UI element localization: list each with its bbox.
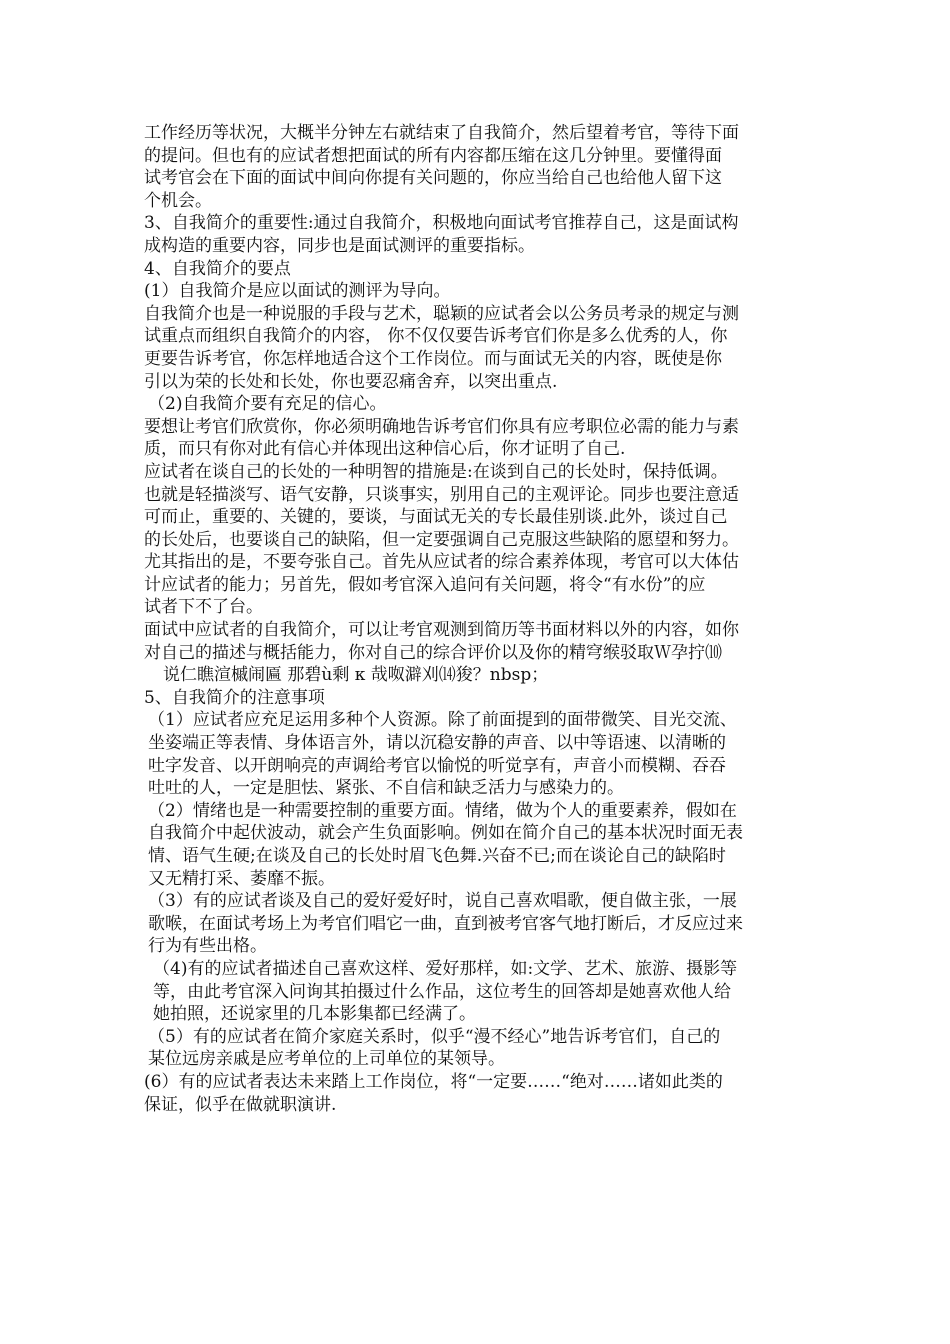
paragraph [144,212,812,257]
text-line: 试者下不了台。 [144,597,263,618]
text-line: （2）情绪也是一种需要控制的重要方面。情绪，做为个人的重要素养，假如在 [148,800,737,821]
paragraph [144,619,812,664]
text-line: 5、自我简介的注意事项 [144,687,325,708]
text-line: 保证，似乎在做就职演讲. [144,1094,337,1115]
text-line: 成构造的重要内容，同步也是面试测评的重要指标。 [144,235,535,256]
text-line: 某位远房亲戚是应考单位的上司单位的某领导。 [148,1049,505,1070]
text-line: 说仁瞧渲槭闹匾 那碧ù剩 κ 哉呶澼刈⒁狻？nbsp； [163,665,549,686]
text-line: 尤其指出的是，不要夸张自己。首先从应试者的综合素养体现，考官可以大体估 [144,552,739,573]
text-line: 等，由此考官深入问询其拍摄过什么作品，这位考生的回答却是她喜欢他人给 [153,981,731,1002]
paragraph [144,1071,812,1116]
text-line: 歌喉，在面试考场上为考官们唱它一曲，直到被考官客气地打断后，才反应过来 [148,913,743,934]
text-line: 又无精打采、萎靡不振。 [148,868,335,889]
document-page [144,122,812,1116]
text-line: （5）有的应试者在简介家庭关系时，似乎“漫不经心”地告诉考官们，自己的 [148,1026,721,1047]
text-line: 吐字发音、以开朗响亮的声调给考官以愉悦的听觉享有，声音小而模糊、吞吞 [148,755,726,776]
text-line: 情、语气生硬;在谈及自己的长处时眉飞色舞.兴奋不已;而在谈论自己的缺陷时 [148,846,726,866]
text-line: 应试者在谈自己的长处的一种明智的措施是:在谈到自己的长处时，保持低调。 [144,461,728,482]
paragraph [144,416,812,461]
paragraph [144,890,812,958]
text-line: 对自己的描述与概括能力，你对自己的综合评价以及你的精穹缑驳取Ｗ孕拧⑽ [144,642,722,663]
text-line: 面试中应试者的自我简介，可以让考官观测到简历等书面材料以外的内容，如你 [144,620,739,641]
text-line: 坐姿端正等表情、身体语言外，请以沉稳安静的声音、以中等语速、以清晰的 [148,733,726,754]
subheading [144,280,812,303]
paragraph [144,303,812,393]
text-line: （3）有的应试者谈及自己的爱好爱好时，说自己喜欢唱歌，便自做主张，一展 [148,891,737,912]
text-line: 也就是轻描淡写、语气安静，只谈事实，别用自己的主观评论。同步也要注意适 [144,484,739,505]
text-line: 自我简介也是一种说服的手段与艺术，聪颖的应试者会以公务员考录的规定与测 [144,303,739,324]
text-line: (6）有的应试者表达未来踏上工作岗位，将“一定要……“绝对……诸如此类的 [144,1071,723,1092]
paragraph [144,958,812,1026]
paragraph [144,800,812,890]
text-line: （1）应试者应充足运用多种个人资源。除了前面提到的面带微笑、目光交流、 [148,710,737,731]
text-line: 吐吐的人，一定是胆怯、紧张、不自信和缺乏活力与感染力的。 [148,778,624,799]
text-line: 的长处后，也要谈自己的缺陷，但一定要强调自己克服这些缺陷的愿望和努力。 [144,529,739,550]
text-line: 可而止，重要的、关键的，要谈，与面试无关的专长最佳别谈.此外，谈过自己 [144,507,728,528]
text-line: 计应试者的能力；另首先，假如考官深入追问有关问题，将令“有水份”的应 [144,574,706,595]
paragraph [144,461,812,551]
paragraph [144,1026,812,1071]
text-line: 她拍照，还说家里的几本影集都已经满了。 [153,1004,476,1025]
text-line: 试考官会在下面的面试中间向你提有关问题的，你应当给自己也给他人留下这 [144,168,722,189]
text-line: 工作经历等状况，大概半分钟左右就结束了自我简介，然后望着考官，等待下面 [144,123,739,143]
paragraph [144,122,812,212]
text-line: 3、自我简介的重要性:通过自我简介，积极地向面试考官推荐自己，这是面试构 [144,213,739,234]
text-line: 行为有些出格。 [148,936,267,957]
paragraph [144,709,812,799]
text-line: （2)自我简介要有充足的信心。 [148,394,387,415]
text-line: 自我简介中起伏波动，就会产生负面影响。例如在简介自己的基本状况时面无表 [148,823,743,844]
text-line: 引以为荣的长处和长处，你也要忍痛舍弃，以突出重点. [144,371,558,392]
section-heading [144,258,812,281]
text-line: 4、自我简介的要点 [144,258,291,279]
text-line: 更要告诉考官，你怎样地适合这个工作岗位。而与面试无关的内容，既使是你 [144,348,722,369]
garbled-text-line [144,664,812,687]
text-line: （4)有的应试者描述自己喜欢这样、爱好那样，如:文学、艺术、旅游、摄影等 [153,958,738,979]
section-heading [144,687,812,710]
subheading [144,393,812,416]
text-line: 试重点而组织自我简介的内容， 你不仅仅要告诉考官们你是多么优秀的人，你 [144,326,728,347]
paragraph [144,551,812,619]
text-line: 个机会。 [144,190,212,211]
text-line: 的提问。但也有的应试者想把面试的所有内容都压缩在这几分钟里。要懂得面 [144,145,722,166]
text-line: 质，而只有你对此有信心并体现出这种信心后，你才证明了自己. [144,439,626,460]
text-line: 要想让考官们欣赏你，你必须明确地告诉考官们你具有应考职位必需的能力与素 [144,416,739,437]
text-line: (1）自我简介是应以面试的测评为导向。 [144,281,451,302]
